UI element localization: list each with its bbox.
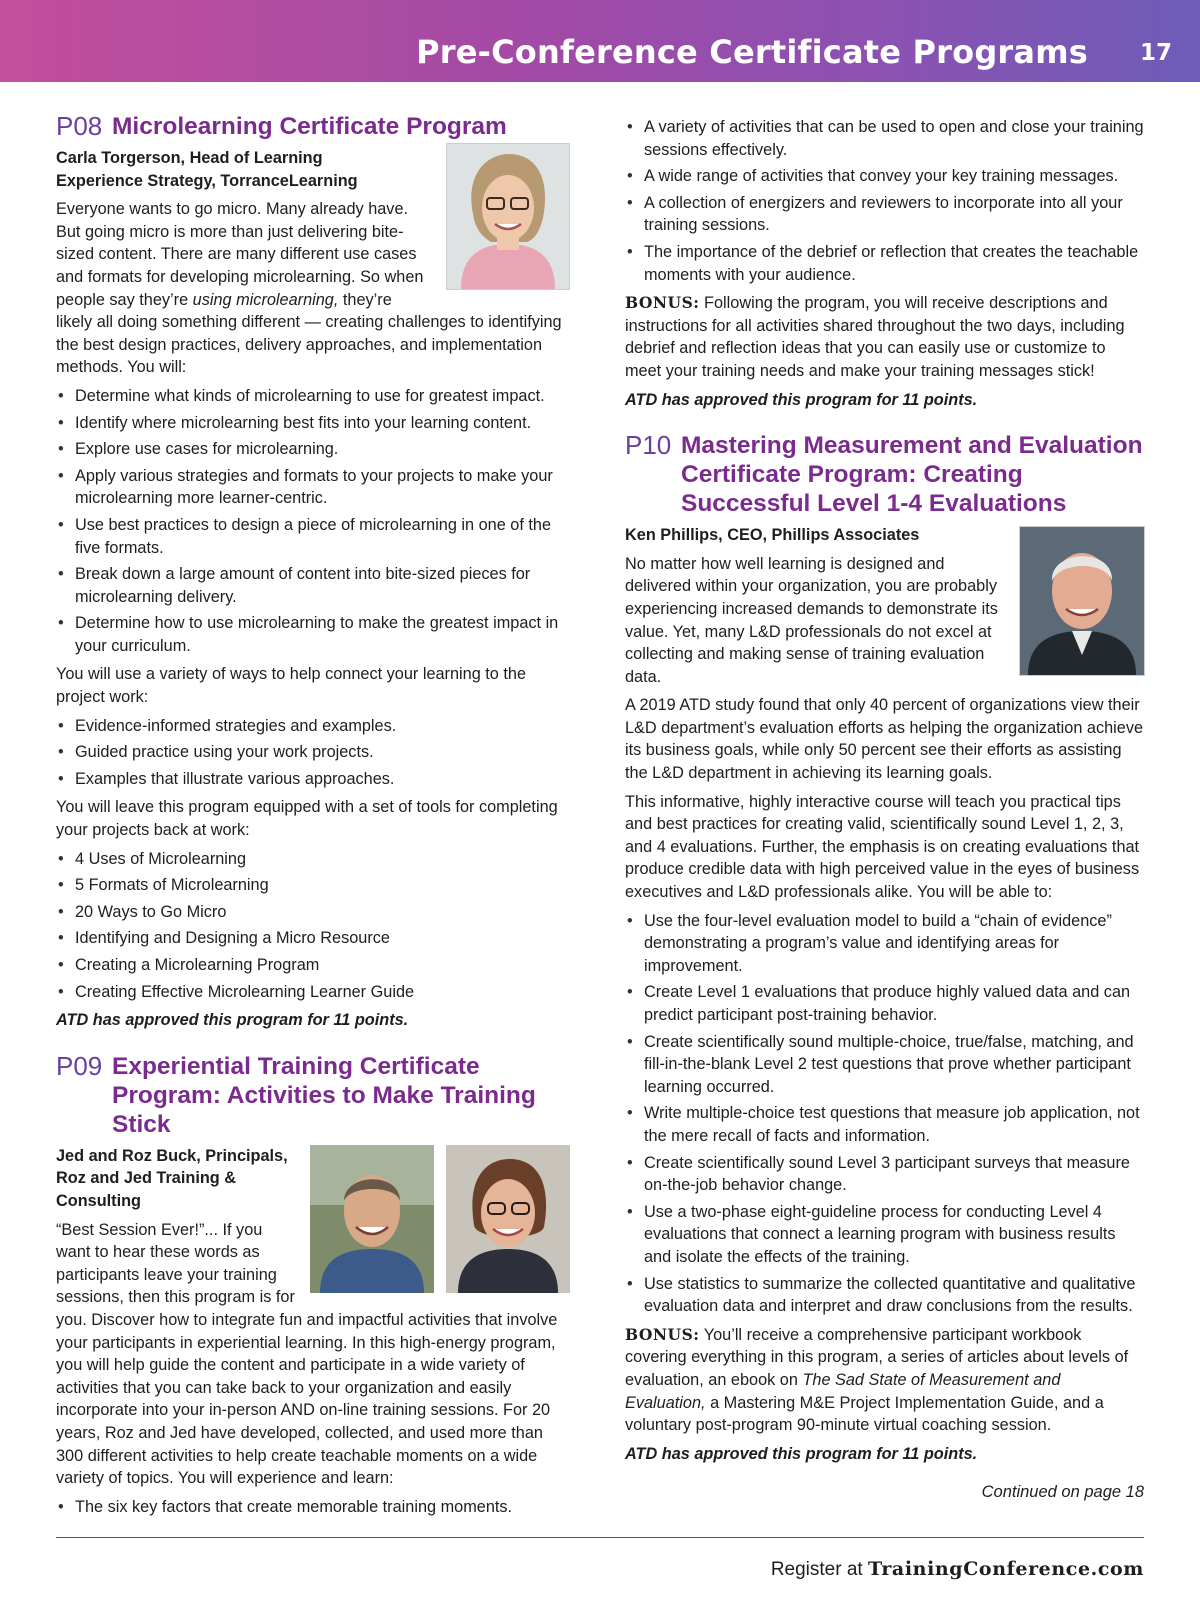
p08-bullets-1 <box>56 385 570 658</box>
list-item: • A variety of activities that can be used to open and close your training sessions effectively. <box>625 116 1145 161</box>
register-link[interactable]: TrainingConference.com <box>867 1558 1144 1580</box>
p10-code: P10 <box>625 430 672 461</box>
p10-bonus-text-end: a Mastering M&E Project Implementation Guide, and a voluntary post-program 90-minute virtual coaching session. <box>625 1393 1104 1435</box>
list-item: • The importance of the debrief or reflection that creates the teachable moments with your audience. <box>625 241 1145 286</box>
p09-approved: ATD has approved this program for 11 points. <box>625 390 978 409</box>
continued-note: Continued on page 18 <box>981 1483 1144 1501</box>
list-item: • Use statistics to summarize the collected quantitative and qualitative evaluation data and interpret and draw conclusions from the results. <box>625 1273 1145 1318</box>
p08-para3: You will leave this program equipped with a set of tools for completing your projects back at work: <box>56 798 558 840</box>
p09-title: Experiential Training Certificate Program: Activities to Make Training Stick <box>112 1052 536 1138</box>
p10-para3: This informative, highly interactive course will teach you practical tips and best practices for creating valid, scientifically sound Level 1, 2, 3, and 4 evaluations. Further, the emphasis is on creating evaluations that produce credible data with high perceived value in the eyes of business executives and L&D professionals alike. You will be able to: <box>625 792 1140 902</box>
p08-presenter-line2: Experience Strategy, TorranceLearning <box>56 171 358 190</box>
list-item: • Use a two-phase eight-guideline process for conducting Level 4 evaluations that connect a learning program with business results and isolate the effects of the training. <box>625 1201 1145 1269</box>
p10-bonus <box>625 1324 1145 1437</box>
p09-bullets-left <box>56 1496 570 1519</box>
p10-title: Mastering Measurement and Evaluation Certificate Program: Creating Successful Level 1-4 Evaluations <box>681 432 1143 518</box>
list-item: • Determine what kinds of microlearning to use for greatest impact. <box>56 385 570 408</box>
register-footer <box>771 1558 1144 1581</box>
p09-code: P09 <box>56 1050 103 1081</box>
p09-intro: “Best Session Ever!”... If you want to hear these words as participants leave your training sessions, then this program is for you. Discover how to integrate fun and impactful activities that involve your participants in experiential learning. In this high-energy program, you will help guide the content and participate in a wide variety of activities that you can take back to your organization and easily incorporate into your in-person AND on-line training sessions. For 20 years, Roz and Jed have developed, collected, and used more than 300 different activities to help create teachable moments on a wide variety of topics. You will experience and learn: <box>56 1220 558 1488</box>
list-item: • Examples that illustrate various approaches. <box>56 768 570 791</box>
right-column <box>625 116 1145 1485</box>
p08-intro-text: Everyone wants to go micro. Many already have. But going micro is more than just delivering bite-sized content. There are many different use cases and formats for developing microlearning. So when people say they’re <box>56 200 424 309</box>
p10-bonus-label: BONUS: <box>625 1324 700 1344</box>
p08-para2: You will use a variety of ways to help connect your learning to the project work: <box>56 665 527 707</box>
list-item: • Create scientifically sound Level 3 participant surveys that measure on-the-job behavior change. <box>625 1152 1145 1197</box>
p08-heading <box>56 112 570 141</box>
list-item: • Create Level 1 evaluations that produce highly valued data and can predict participant post-training behavior. <box>625 981 1145 1026</box>
p09-bonus <box>625 292 1145 382</box>
roz-buck-photo <box>446 1145 570 1293</box>
list-item: • 5 Formats of Microlearning <box>56 874 570 897</box>
buck-photos <box>310 1145 570 1293</box>
register-prefix: Register at <box>770 1559 868 1580</box>
p09-bonus-label: BONUS: <box>625 293 700 313</box>
p09-presenter-line2: Roz and Jed Training & <box>56 1169 237 1188</box>
list-item: • Create scientifically sound multiple-choice, true/false, matching, and fill-in-the-blank Level 2 test questions that prove whether participant learning occurred. <box>625 1031 1145 1099</box>
p08-intro-italic: using microlearning, <box>192 290 339 309</box>
list-item: • Write multiple-choice test questions that measure job application, not the mere recall of facts and information. <box>625 1102 1145 1147</box>
p10-bonus-text: You’ll receive a comprehensive participant workbook covering everything in this program, a series of articles about levels of evaluation, an ebook on <box>625 1325 1129 1389</box>
list-item: • Use the four-level evaluation model to build a “chain of evidence” demonstrating a program’s value and identifying areas for improvement. <box>625 910 1145 978</box>
p08-bullets-3 <box>56 848 570 1004</box>
p08-presenter-line1: Carla Torgerson, Head of Learning <box>56 149 323 167</box>
p10-heading <box>625 431 1145 518</box>
jed-buck-photo <box>310 1145 434 1293</box>
p10-bonus-italic: The Sad State of Measurement and Evaluation, <box>625 1370 1061 1412</box>
p10-bullets <box>625 910 1145 1318</box>
p10-presenter: Ken Phillips, CEO, Phillips Associates <box>625 526 920 545</box>
list-item: • Explore use cases for microlearning. <box>56 438 570 461</box>
carla-torgerson-photo <box>446 143 570 290</box>
p09-presenter-line3: Consulting <box>56 1191 142 1210</box>
list-item: • Guided practice using your work projects. <box>56 741 570 764</box>
list-item: • A wide range of activities that convey your key training messages. <box>625 165 1145 188</box>
list-item: • 20 Ways to Go Micro <box>56 901 570 924</box>
list-item: • 4 Uses of Microlearning <box>56 848 570 871</box>
list-item: • Identify where microlearning best fits into your learning content. <box>56 412 570 435</box>
p08-title: Microlearning Certificate Program <box>112 113 507 140</box>
page-number: 17 <box>1139 40 1172 66</box>
p09-presenter-line1: Jed and Roz Buck, Principals, <box>56 1146 288 1165</box>
left-column <box>56 112 570 1524</box>
p08-bullets-2 <box>56 715 570 791</box>
p10-approved: ATD has approved this program for 11 points. <box>625 1444 978 1463</box>
p08-code: P08 <box>56 111 103 141</box>
footer-divider <box>56 1537 1144 1538</box>
p09-heading <box>56 1052 570 1139</box>
p08-approved: ATD has approved this program for 11 points. <box>56 1011 409 1030</box>
list-item: • Apply various strategies and formats to your projects to make your microlearning more learner-centric. <box>56 465 570 510</box>
page-title: Pre-Conference Certificate Programs <box>416 33 1088 71</box>
list-item: • Creating Effective Microlearning Learner Guide <box>56 981 570 1004</box>
p09-bonus-text: Following the program, you will receive descriptions and instructions for all activities shared throughout the two days, including debrief and reflection ideas that you can easily use or customize to meet your training needs and make your training messages stick! <box>625 294 1125 380</box>
list-item: • A collection of energizers and reviewers to incorporate into all your training sessions. <box>625 192 1145 237</box>
p09-bullets-right <box>625 116 1145 286</box>
list-item: • Identifying and Designing a Micro Resource <box>56 927 570 950</box>
header-band <box>0 0 1200 82</box>
list-item: • Creating a Microlearning Program <box>56 954 570 977</box>
list-item: • Determine how to use microlearning to make the greatest impact in your curriculum. <box>56 612 570 657</box>
list-item: • Use best practices to design a piece of microlearning in one of the five formats. <box>56 514 570 559</box>
list-item: • The six key factors that create memorable training moments. <box>56 1496 570 1519</box>
list-item: • Evidence-informed strategies and examples. <box>56 715 570 738</box>
p08-intro-text-end: they’re likely all doing something different — creating challenges to identifying the best design practices, delivery approaches, and implementation methods. You will: <box>56 290 562 377</box>
p10-para2: A 2019 ATD study found that only 40 percent of organizations view their L&D department’s evaluation efforts as helping the organization achieve its business goals, while only 50 percent see their efforts as assisting the L&D department in achieving its learning goals. <box>625 696 1144 783</box>
p10-intro: No matter how well learning is designed and delivered within your organization, you are probably experiencing increased demands to demonstrate its value. Yet, many L&D professionals do not excel at collecting and making sense of training evaluation data. <box>625 554 998 686</box>
ken-phillips-photo <box>1019 526 1145 676</box>
list-item: • Break down a large amount of content into bite-sized pieces for microlearning delivery. <box>56 563 570 608</box>
